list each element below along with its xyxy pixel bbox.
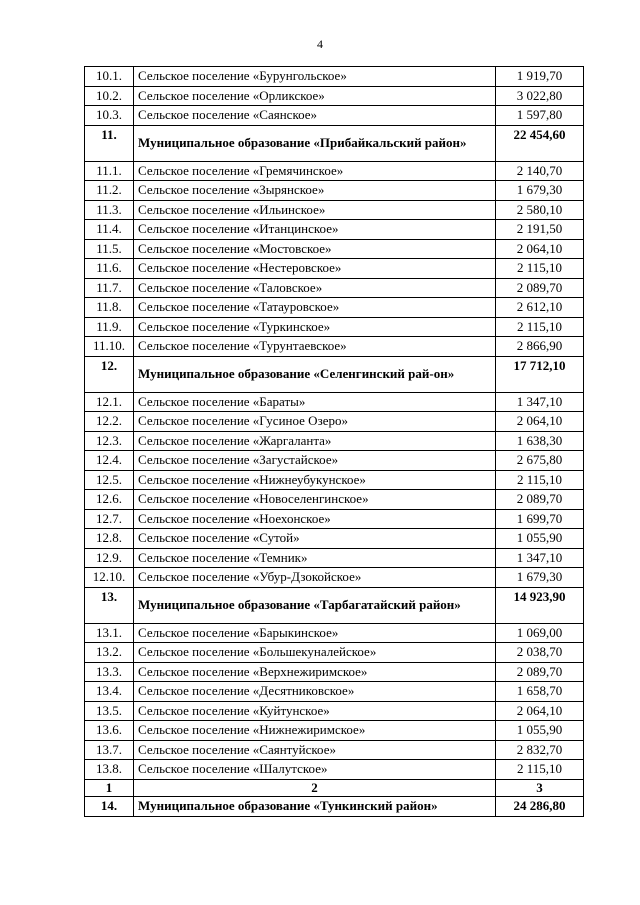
row-number: 11.7. [85, 278, 134, 298]
table-row [85, 760, 584, 780]
row-value: 2 115,10 [496, 470, 584, 490]
table-row [85, 86, 584, 106]
table-row [85, 392, 584, 412]
row-number: 11.8. [85, 298, 134, 318]
row-number: 11.2. [85, 181, 134, 201]
row-value: 2 089,70 [496, 278, 584, 298]
table-row [85, 298, 584, 318]
row-name: Муниципальное образование «Селенгинский рай-он» [134, 356, 496, 392]
table-row [85, 451, 584, 471]
row-value: 2 140,70 [496, 161, 584, 181]
row-name: Сельское поселение «Татауровское» [134, 298, 496, 318]
row-number: 13.8. [85, 760, 134, 780]
row-number: 10.1. [85, 67, 134, 87]
row-name: Сельское поселение «Куйтунское» [134, 701, 496, 721]
row-number: 12.9. [85, 548, 134, 568]
table-row [85, 721, 584, 741]
row-name: Сельское поселение «Нестеровское» [134, 259, 496, 279]
row-value: 1 658,70 [496, 682, 584, 702]
row-number: 13.4. [85, 682, 134, 702]
row-number: 12.8. [85, 529, 134, 549]
row-name: Сельское поселение «Бурунгольское» [134, 67, 496, 87]
row-value: 22 454,60 [496, 125, 584, 161]
row-value: 14 923,90 [496, 587, 584, 623]
row-name: Сельское поселение «Саянтуйское» [134, 740, 496, 760]
municipality-row [85, 796, 584, 816]
row-name: Сельское поселение «Гусиное Озеро» [134, 412, 496, 432]
row-number: 11.10. [85, 337, 134, 357]
row-value: 2 832,70 [496, 740, 584, 760]
row-name: Сельское поселение «Бараты» [134, 392, 496, 412]
row-value: 3 022,80 [496, 86, 584, 106]
row-number: 13.5. [85, 701, 134, 721]
table-row [85, 67, 584, 87]
row-value: 2 115,10 [496, 259, 584, 279]
table-row [85, 470, 584, 490]
row-number: 13. [85, 587, 134, 623]
row-value: 1 699,70 [496, 509, 584, 529]
row-value: 2 038,70 [496, 643, 584, 663]
row-name: Сельское поселение «Шалутское» [134, 760, 496, 780]
row-name: Сельское поселение «Барыкинское» [134, 623, 496, 643]
row-number: 12. [85, 356, 134, 392]
table-row [85, 490, 584, 510]
row-value: 2 064,10 [496, 239, 584, 259]
row-value: 1 679,30 [496, 181, 584, 201]
row-name: Сельское поселение «Нижнежиримское» [134, 721, 496, 741]
row-name: Сельское поселение «Зырянское» [134, 181, 496, 201]
municipality-row [85, 125, 584, 161]
row-number: 11.9. [85, 317, 134, 337]
row-value: 1 679,30 [496, 568, 584, 588]
row-value: 2 580,10 [496, 200, 584, 220]
row-value: 2 115,10 [496, 760, 584, 780]
row-name: Сельское поселение «Новоселенгинское» [134, 490, 496, 510]
row-name: Сельское поселение «Орликское» [134, 86, 496, 106]
row-name: Сельское поселение «Ильинское» [134, 200, 496, 220]
row-name: Сельское поселение «Мостовское» [134, 239, 496, 259]
row-number: 12.3. [85, 431, 134, 451]
table-row [85, 548, 584, 568]
row-number: 12.6. [85, 490, 134, 510]
row-number: 13.3. [85, 662, 134, 682]
row-name: Сельское поселение «Гремячинское» [134, 161, 496, 181]
table-row [85, 740, 584, 760]
table-row [85, 106, 584, 126]
row-name: Сельское поселение «Жаргаланта» [134, 431, 496, 451]
row-number: 12.10. [85, 568, 134, 588]
municipality-row [85, 356, 584, 392]
row-name: Сельское поселение «Туркинское» [134, 317, 496, 337]
table-row [85, 278, 584, 298]
row-value: 17 712,10 [496, 356, 584, 392]
column-number-2: 2 [134, 779, 496, 796]
row-number: 13.6. [85, 721, 134, 741]
table-row [85, 568, 584, 588]
row-name: Сельское поселение «Большекуналейское» [134, 643, 496, 663]
table-body [85, 67, 584, 817]
page-number: 4 [317, 37, 323, 51]
row-number: 13.7. [85, 740, 134, 760]
row-value: 2 089,70 [496, 490, 584, 510]
table-row [85, 682, 584, 702]
table-row [85, 337, 584, 357]
row-value: 1 347,10 [496, 548, 584, 568]
row-value: 2 089,70 [496, 662, 584, 682]
row-value: 1 597,80 [496, 106, 584, 126]
table-row [85, 181, 584, 201]
row-number: 12.2. [85, 412, 134, 432]
row-name: Сельское поселение «Десятниковское» [134, 682, 496, 702]
table-row [85, 623, 584, 643]
row-number: 12.7. [85, 509, 134, 529]
table-row [85, 643, 584, 663]
row-value: 1 069,00 [496, 623, 584, 643]
row-value: 2 675,80 [496, 451, 584, 471]
row-name: Сельское поселение «Верхнежиримское» [134, 662, 496, 682]
row-number: 10.3. [85, 106, 134, 126]
table-row [85, 412, 584, 432]
column-number-1: 1 [85, 779, 134, 796]
table-row [85, 662, 584, 682]
table-row [85, 701, 584, 721]
row-number: 11.1. [85, 161, 134, 181]
table-row [85, 220, 584, 240]
row-number: 11.4. [85, 220, 134, 240]
row-number: 11.6. [85, 259, 134, 279]
row-number: 12.5. [85, 470, 134, 490]
table-row [85, 161, 584, 181]
table-row [85, 200, 584, 220]
row-name: Сельское поселение «Турунтаевское» [134, 337, 496, 357]
municipality-row [85, 587, 584, 623]
row-value: 2 612,10 [496, 298, 584, 318]
table-row [85, 317, 584, 337]
row-number: 11. [85, 125, 134, 161]
row-name: Сельское поселение «Нижнеубукунское» [134, 470, 496, 490]
row-name: Сельское поселение «Загустайское» [134, 451, 496, 471]
table-row [85, 239, 584, 259]
row-number: 12.1. [85, 392, 134, 412]
row-name: Муниципальное образование «Прибайкальский район» [134, 125, 496, 161]
row-number: 13.1. [85, 623, 134, 643]
row-value: 1 055,90 [496, 721, 584, 741]
table-row [85, 529, 584, 549]
row-name: Сельское поселение «Саянское» [134, 106, 496, 126]
table-row [85, 259, 584, 279]
row-value: 1 347,10 [496, 392, 584, 412]
row-number: 13.2. [85, 643, 134, 663]
column-number-row [85, 779, 584, 796]
row-number: 11.5. [85, 239, 134, 259]
column-number-3: 3 [496, 779, 584, 796]
row-value: 2 191,50 [496, 220, 584, 240]
budget-table [84, 66, 584, 817]
row-number: 14. [85, 796, 134, 816]
row-value: 2 866,90 [496, 337, 584, 357]
row-number: 12.4. [85, 451, 134, 471]
row-name: Сельское поселение «Сутой» [134, 529, 496, 549]
row-value: 1 055,90 [496, 529, 584, 549]
row-value: 2 064,10 [496, 412, 584, 432]
row-name: Сельское поселение «Ноехонское» [134, 509, 496, 529]
row-value: 1 919,70 [496, 67, 584, 87]
table-row [85, 509, 584, 529]
row-number: 11.3. [85, 200, 134, 220]
row-name: Сельское поселение «Итанцинское» [134, 220, 496, 240]
row-name: Муниципальное образование «Тункинский район» [134, 796, 496, 816]
row-value: 2 115,10 [496, 317, 584, 337]
row-value: 2 064,10 [496, 701, 584, 721]
row-name: Муниципальное образование «Тарбагатайский район» [134, 587, 496, 623]
table-row [85, 431, 584, 451]
row-value: 24 286,80 [496, 796, 584, 816]
row-name: Сельское поселение «Темник» [134, 548, 496, 568]
row-number: 10.2. [85, 86, 134, 106]
row-value: 1 638,30 [496, 431, 584, 451]
row-name: Сельское поселение «Таловское» [134, 278, 496, 298]
row-name: Сельское поселение «Убур-Дзокойское» [134, 568, 496, 588]
